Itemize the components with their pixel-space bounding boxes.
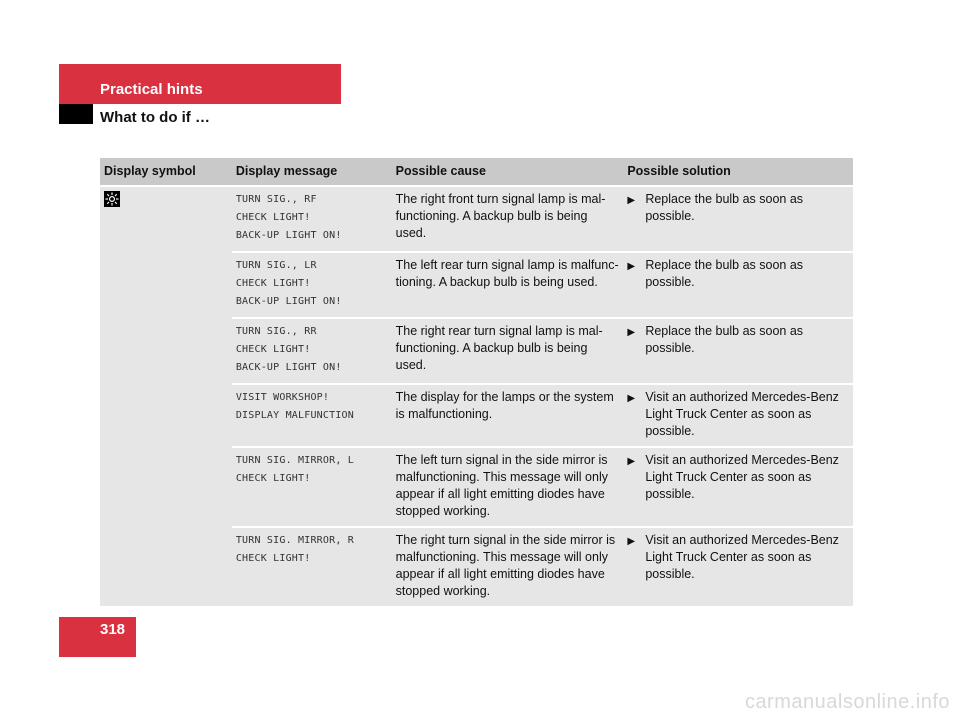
possible-solution-cell bbox=[623, 448, 853, 528]
display-messages-table bbox=[100, 158, 853, 608]
possible-solution-cell bbox=[623, 187, 853, 253]
display-message-cell bbox=[232, 528, 392, 608]
solution-text: Visit an authorized Mercedes-Benz Light Truck Center as soon as possible. bbox=[645, 453, 839, 501]
message-line: CHECK LIGHT! bbox=[235, 473, 311, 484]
message-line: CHECK LIGHT! bbox=[235, 553, 311, 564]
table-row bbox=[100, 187, 853, 253]
bullet-arrow-icon: ▶ bbox=[627, 261, 636, 272]
possible-cause-cell: The left turn signal in the side mirror is malfunctioning. This message will only appear if all light emitting diodes have stopped working. bbox=[392, 448, 624, 528]
possible-solution-cell bbox=[623, 319, 853, 385]
page-number: 318 bbox=[100, 621, 126, 638]
bullet-arrow-icon: ▶ bbox=[627, 327, 636, 338]
message-line: TURN SIG., RR bbox=[235, 326, 317, 337]
lamp-sun-icon bbox=[104, 191, 120, 207]
message-line: TURN SIG., RF bbox=[235, 194, 317, 205]
subsection-title: What to do if … bbox=[100, 109, 210, 126]
solution-text: Visit an authorized Mercedes-Benz Light Truck Center as soon as possible. bbox=[645, 533, 839, 581]
message-line: TURN SIG. MIRROR, L bbox=[235, 455, 355, 466]
column-header-possible-solution: Possible solution bbox=[623, 158, 853, 187]
section-marker bbox=[59, 104, 93, 124]
display-message-cell bbox=[232, 187, 392, 253]
message-line: TURN SIG. MIRROR, R bbox=[235, 535, 355, 546]
possible-solution-cell bbox=[623, 528, 853, 608]
bullet-arrow-icon: ▶ bbox=[627, 195, 636, 206]
message-line: DISPLAY MALFUNCTION bbox=[235, 410, 355, 421]
message-line: BACK-UP LIGHT ON! bbox=[235, 230, 342, 241]
display-message-cell bbox=[232, 385, 392, 448]
message-line: CHECK LIGHT! bbox=[235, 278, 311, 289]
possible-cause-cell: The right rear turn signal lamp is mal-functioning. A backup bulb is being used. bbox=[392, 319, 624, 385]
message-line: CHECK LIGHT! bbox=[235, 212, 311, 223]
table-header-row bbox=[100, 158, 853, 187]
bullet-arrow-icon: ▶ bbox=[627, 456, 636, 467]
message-line: TURN SIG., LR bbox=[235, 260, 317, 271]
possible-cause-cell: The display for the lamps or the system is malfunctioning. bbox=[392, 385, 624, 448]
column-header-display-message: Display message bbox=[232, 158, 392, 187]
message-line: VISIT WORKSHOP! bbox=[235, 392, 330, 403]
display-message-cell bbox=[232, 253, 392, 319]
display-message-cell bbox=[232, 319, 392, 385]
bullet-arrow-icon: ▶ bbox=[627, 393, 636, 404]
solution-text: Replace the bulb as soon as possible. bbox=[645, 258, 804, 289]
solution-text: Visit an authorized Mercedes-Benz Light Truck Center as soon as possible. bbox=[645, 390, 839, 438]
solution-text: Replace the bulb as soon as possible. bbox=[645, 192, 804, 223]
possible-solution-cell bbox=[623, 253, 853, 319]
possible-cause-cell: The left rear turn signal lamp is malfunc-tioning. A backup bulb is being used. bbox=[392, 253, 624, 319]
bullet-arrow-icon: ▶ bbox=[627, 536, 636, 547]
possible-solution-cell bbox=[623, 385, 853, 448]
solution-text: Replace the bulb as soon as possible. bbox=[645, 324, 804, 355]
display-message-cell bbox=[232, 448, 392, 528]
message-line: BACK-UP LIGHT ON! bbox=[235, 296, 342, 307]
watermark: carmanualsonline.info bbox=[744, 691, 950, 713]
column-header-possible-cause: Possible cause bbox=[392, 158, 624, 187]
possible-cause-cell: The right turn signal in the side mirror is malfunctioning. This message will only appear if all light emitting diodes have stopped working. bbox=[392, 528, 624, 608]
section-title: Practical hints bbox=[100, 81, 203, 98]
message-line: CHECK LIGHT! bbox=[235, 344, 311, 355]
message-line: BACK-UP LIGHT ON! bbox=[235, 362, 342, 373]
display-symbol-cell bbox=[100, 187, 232, 608]
column-header-display-symbol: Display symbol bbox=[100, 158, 232, 187]
possible-cause-cell: The right front turn signal lamp is mal-functioning. A backup bulb is being used. bbox=[392, 187, 624, 253]
